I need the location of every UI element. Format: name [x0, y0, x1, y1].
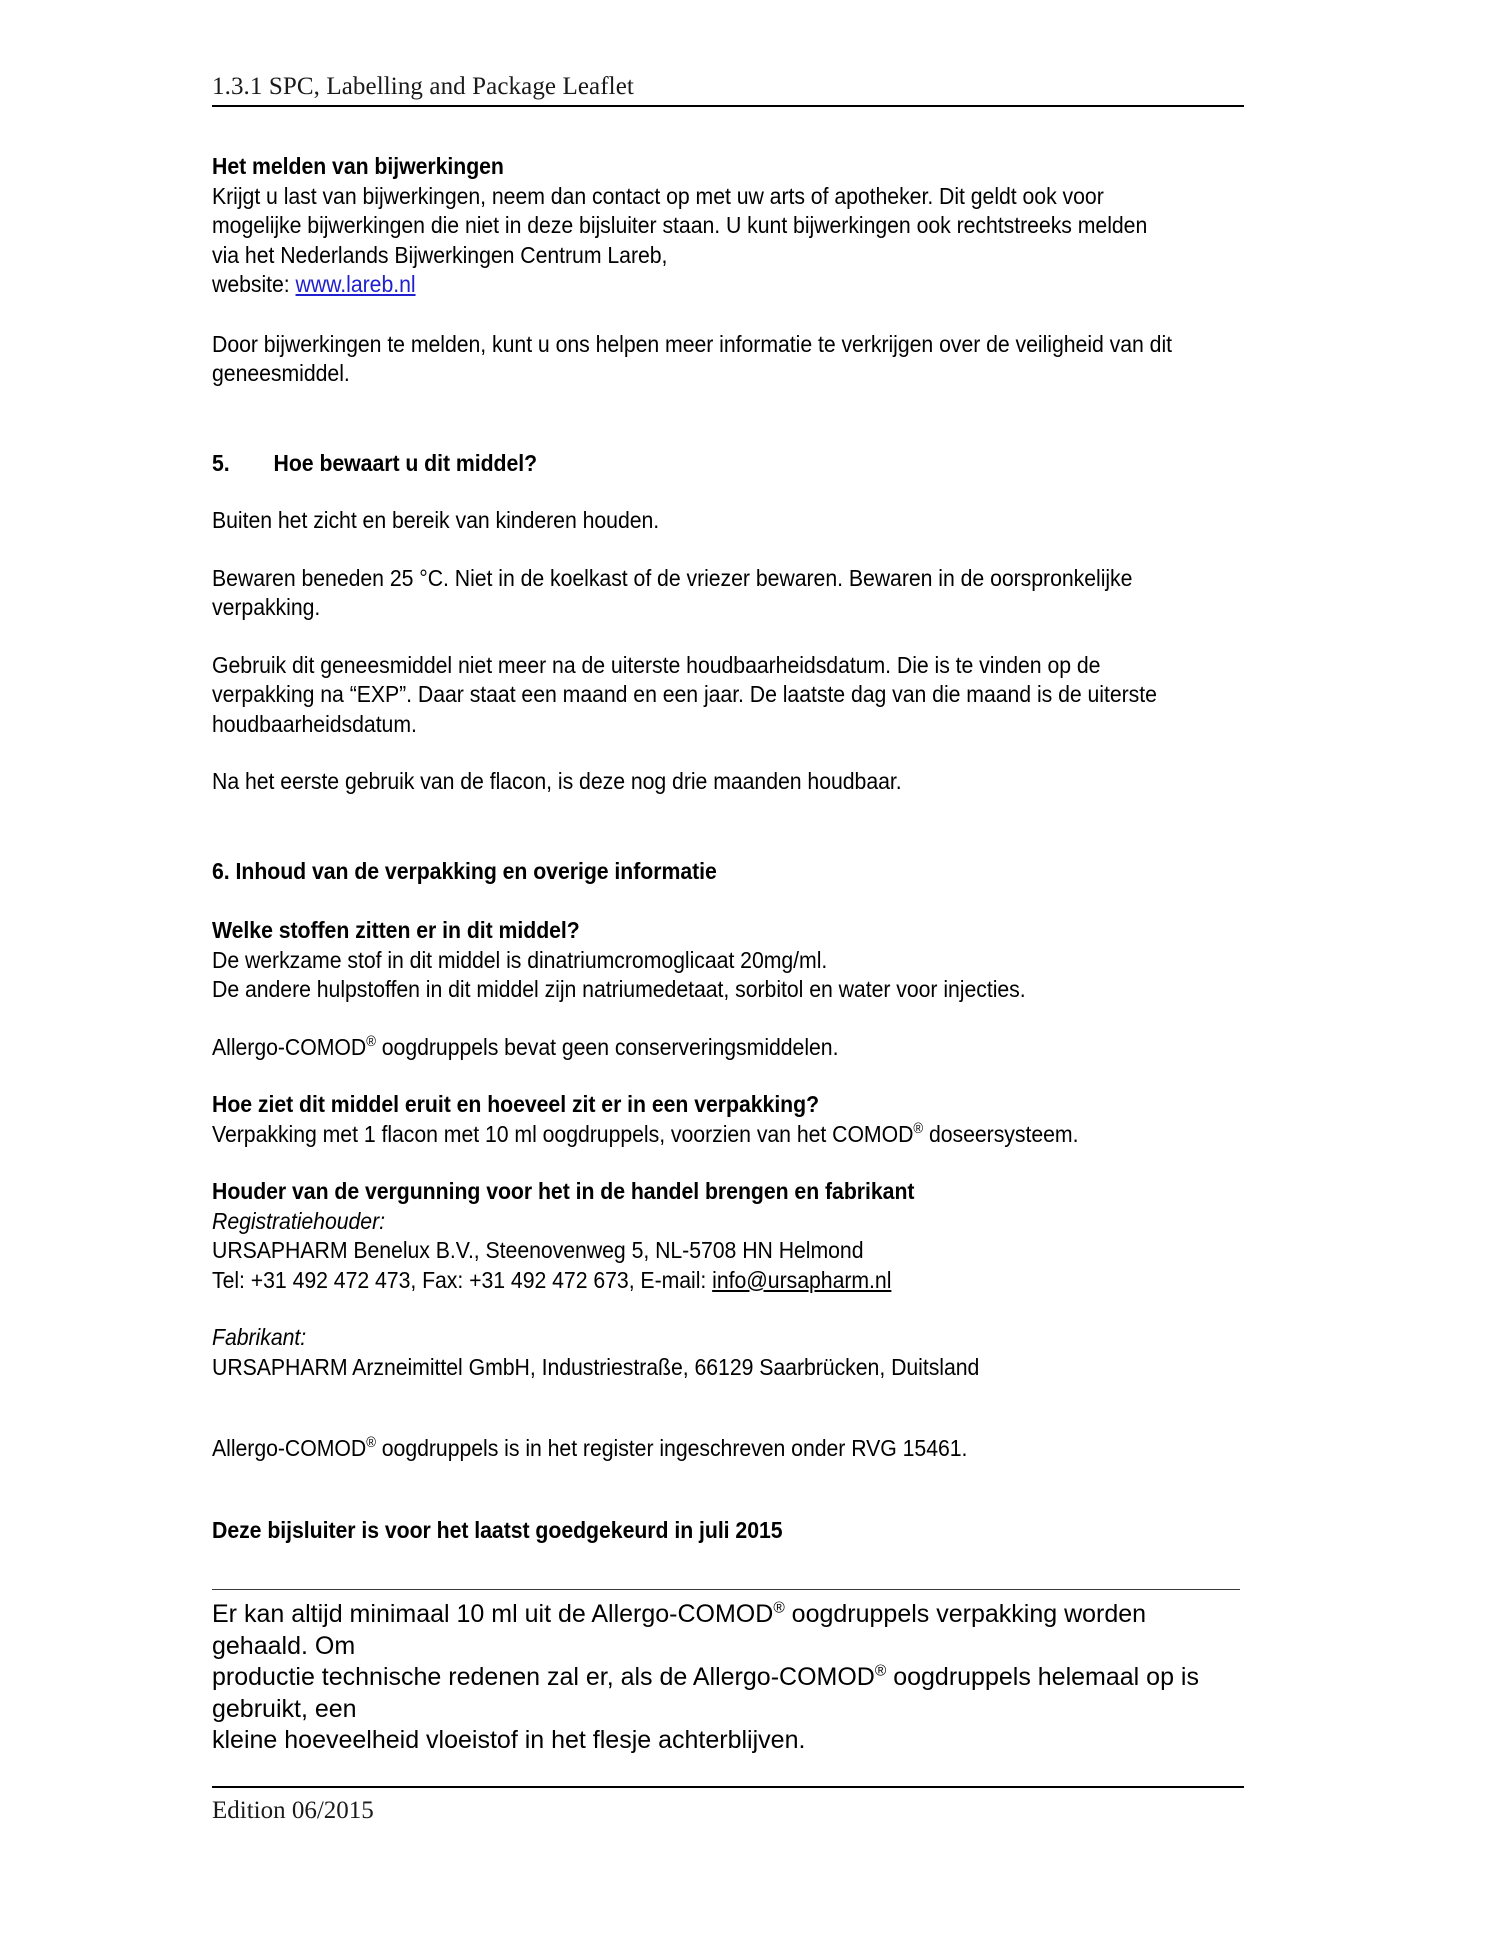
footer-edition: Edition 06/2015 — [212, 1797, 374, 1824]
document-body — [212, 152, 1244, 1757]
section-5-title: Hoe bewaart u dit middel? — [273, 449, 538, 476]
mah-contact-text: Tel: +31 492 472 473, Fax: +31 492 472 673, E-mail: — [212, 1266, 713, 1293]
spacer — [212, 478, 1244, 506]
mah-address — [212, 1236, 1244, 1266]
footnote-line-3 — [212, 1725, 1244, 1757]
spacer — [212, 1149, 1244, 1177]
section-5-heading — [212, 449, 1244, 479]
ingredients-excipients-text: De andere hulpstoffen in dit middel zijn natriumedetaat, sorbitol en water voor injecties. — [212, 976, 1026, 1002]
storage-temp-line-2 — [212, 593, 1244, 623]
appearance-text-before: Verpakking met 1 flacon met 10 ml oogdruppels, voorzien van het COMOD — [212, 1120, 914, 1147]
adr-benefit-line-1-text: Door bijwerkingen te melden, kunt u ons helpen meer informatie te verkrijgen over de veiligheid van dit — [212, 330, 1172, 357]
ingredients-excipients-line — [212, 975, 1244, 1005]
adr-benefit-line-1 — [212, 330, 1244, 360]
brand-name: Allergo-COMOD — [212, 1033, 367, 1060]
brand-name: Allergo-COMOD — [212, 1435, 367, 1461]
mah-heading — [212, 1177, 1244, 1207]
footnote-line-1-b: oogdruppels verpakking worden gehaald. Om — [212, 1600, 1147, 1660]
registered-trademark-icon: ® — [913, 1120, 924, 1137]
spacer — [212, 300, 1244, 330]
mah-address-text: URSAPHARM Benelux B.V., Steenovenweg 5, NL-5708 HN Helmond — [212, 1237, 864, 1263]
expiry-line-2-text: verpakking na “EXP”. Daar staat een maand en een jaar. De laatste dag van die maand is de uiterste — [212, 681, 1157, 707]
expiry-line-2 — [212, 680, 1244, 710]
ingredients-heading — [212, 916, 1244, 946]
appearance-text-after: doseersysteem. — [923, 1120, 1079, 1147]
ingredients-heading-text: Welke stoffen zitten er in dit middel? — [212, 917, 580, 943]
approval-date-text: Deze bijsluiter is voor het laatst goedgekeurd in juli 2015 — [212, 1516, 783, 1543]
section-6-heading-text: 6. Inhoud van de verpakking en overige informatie — [212, 857, 717, 884]
manufacturer-address — [212, 1353, 1244, 1383]
adr-website-line — [212, 270, 1244, 300]
adr-reporting-line-2 — [212, 211, 1244, 241]
spacer — [212, 623, 1244, 651]
no-preservatives-line — [212, 1033, 1244, 1063]
spacer — [212, 1545, 1244, 1589]
section-5-number: 5. — [212, 449, 230, 476]
expiry-line-1-text: Gebruik dit geneesmiddel niet meer na de uiterste houdbaarheidsdatum. Die is te vinden op de — [212, 651, 1101, 678]
mah-label — [212, 1207, 1244, 1237]
adr-benefit-line-2 — [212, 359, 1244, 389]
spacer — [212, 1295, 1244, 1323]
footnote-line-2-b: oogdruppels helemaal op is gebruikt, een — [212, 1663, 1199, 1723]
lareb-website-link[interactable]: www.lareb.nl — [295, 271, 416, 297]
running-footer — [212, 1786, 1244, 1826]
mah-heading-text: Houder van de vergunning voor het in de handel brengen en fabrikant — [212, 1178, 915, 1204]
ingredients-active-text: De werkzame stof in dit middel is dinatriumcromoglicaat 20mg/ml. — [212, 946, 828, 973]
footnote-separator — [212, 1589, 1240, 1590]
manufacturer-label — [212, 1323, 1244, 1353]
registered-trademark-icon: ® — [366, 1435, 376, 1452]
spacer — [212, 1382, 1244, 1434]
no-preservatives-text: oogdruppels bevat geen conserveringsmiddelen. — [375, 1033, 839, 1060]
manufacturer-label-text: Fabrikant: — [212, 1324, 307, 1350]
website-label: website: — [212, 271, 296, 297]
spacer — [212, 1005, 1244, 1033]
expiry-line-3-text: houdbaarheidsdatum. — [212, 710, 417, 737]
storage-temp-line-2-text: verpakking. — [212, 594, 321, 620]
footer-rule — [212, 1786, 1244, 1788]
mah-contact — [212, 1266, 1244, 1296]
expiry-line-1 — [212, 651, 1244, 681]
appearance-heading — [212, 1090, 1244, 1120]
storage-temp-line-1 — [212, 564, 1244, 594]
footnote-line-1 — [212, 1599, 1244, 1662]
spacer — [212, 389, 1244, 449]
appearance-heading-text: Hoe ziet dit middel eruit en hoeveel zit er in een verpakking? — [212, 1091, 820, 1117]
appearance-line — [212, 1120, 1244, 1150]
footnote-line-3-text: kleine hoeveelheid vloeistof in het flesje achterblijven. — [212, 1726, 806, 1754]
adr-reporting-heading-text: Het melden van bijwerkingen — [212, 153, 504, 179]
registered-trademark-icon: ® — [874, 1662, 887, 1680]
adr-reporting-line-2-text: mogelijke bijwerkingen die niet in deze bijsluiter staan. U kunt bijwerkingen ook rechtstreeks melden — [212, 212, 1148, 238]
mah-label-text: Registratiehouder: — [212, 1207, 385, 1234]
spacer — [212, 886, 1244, 916]
manufacturer-address-text: URSAPHARM Arzneimittel GmbH, Industriestraße, 66129 Saarbrücken, Duitsland — [212, 1353, 980, 1380]
adr-benefit-line-2-text: geneesmiddel. — [212, 360, 350, 386]
header-title: 1.3.1 SPC, Labelling and Package Leaflet — [212, 73, 634, 100]
registration-line — [212, 1434, 1244, 1464]
registered-trademark-icon: ® — [773, 1599, 785, 1617]
expiry-line-3 — [212, 710, 1244, 740]
registration-text: oogdruppels is in het register ingeschreven onder RVG 15461. — [375, 1435, 968, 1461]
spacer — [212, 1464, 1244, 1516]
storage-children-line — [212, 506, 1244, 536]
spacer — [212, 1062, 1244, 1090]
after-first-use-line — [212, 767, 1244, 797]
adr-reporting-line-1 — [212, 182, 1244, 212]
after-first-use-text: Na het eerste gebruik van de flacon, is deze nog drie maanden houdbaar. — [212, 768, 902, 794]
section-6-heading — [212, 857, 1244, 887]
spacer — [212, 739, 1244, 767]
approval-date-line — [212, 1516, 1244, 1546]
ursapharm-email-link[interactable]: info@ursapharm.nl — [712, 1266, 892, 1293]
storage-children-text: Buiten het zicht en bereik van kinderen houden. — [212, 507, 660, 533]
adr-reporting-line-3 — [212, 241, 1244, 271]
spacer — [212, 536, 1244, 564]
storage-temp-line-1-text: Bewaren beneden 25 °C. Niet in de koelkast of de vriezer bewaren. Bewaren in de oorspronkelijke — [212, 564, 1133, 591]
adr-reporting-heading — [212, 152, 1244, 182]
running-header — [212, 72, 1244, 107]
footnote-line-2 — [212, 1662, 1244, 1725]
registered-trademark-icon: ® — [366, 1033, 376, 1050]
adr-reporting-line-3-text: via het Nederlands Bijwerkingen Centrum Lareb, — [212, 241, 668, 268]
spacer — [212, 797, 1244, 857]
ingredients-active-line — [212, 946, 1244, 976]
footnote-line-2-a: productie technische redenen zal er, als de Allergo-COMOD — [212, 1663, 875, 1691]
adr-reporting-line-1-text: Krijgt u last van bijwerkingen, neem dan contact op met uw arts of apotheker. Dit geldt ook voor — [212, 182, 1104, 209]
footnote-line-1-a: Er kan altijd minimaal 10 ml uit de Allergo-COMOD — [212, 1600, 774, 1628]
header-rule — [212, 105, 1244, 107]
